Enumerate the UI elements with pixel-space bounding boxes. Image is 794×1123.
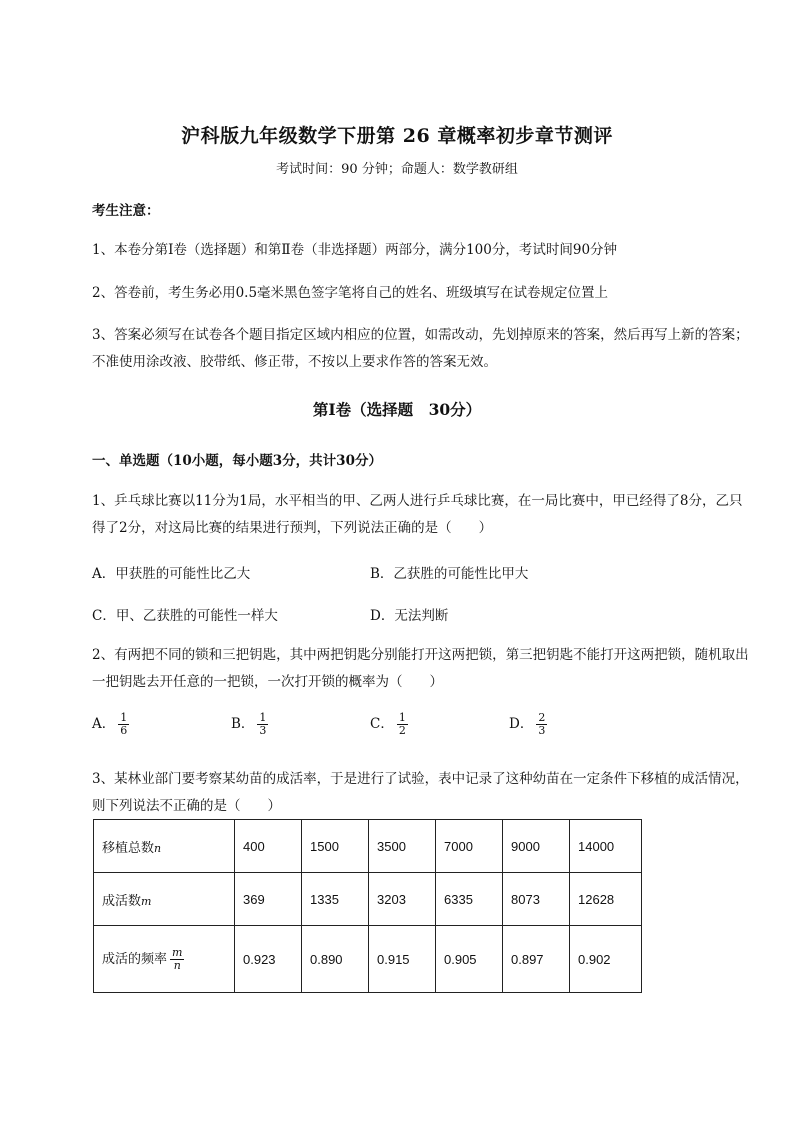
question-1-option-c: C．甲、乙获胜的可能性一样大 [92, 608, 278, 624]
table-cell: 9000 [503, 820, 570, 873]
fraction-denominator: 3 [259, 724, 267, 737]
row-header [94, 926, 235, 993]
page-subtitle: 考试时间：90 分钟；命题人：数学教研组 [276, 162, 518, 177]
question-1-option-d: D．无法判断 [370, 608, 449, 624]
question-1-option-b: B．乙获胜的可能性比甲大 [370, 566, 529, 582]
page-title: 沪科版九年级数学下册第 26 章概率初步章节测评 [181, 125, 613, 147]
table-cell: 8073 [503, 873, 570, 926]
survival-rate-table [93, 819, 642, 993]
option-label: D． [509, 716, 534, 732]
section-title: 第Ⅰ卷（选择题 30分） [312, 400, 482, 419]
question-1-stem: 1、乒乓球比赛以11分为1局，水平相当的甲、乙两人进行乒乓球比赛，在一局比赛中，甲已经得了8分，乙只得了2分，对这局比赛的结果进行预判，下列说法正确的是（ ） [92, 493, 743, 536]
fraction-numerator: 1 [259, 711, 267, 724]
table-cell: 14000 [570, 820, 642, 873]
question-2-stem: 2、有两把不同的锁和三把钥匙，其中两把钥匙分别能打开这两把锁，第三把钥匙不能打开这两把锁，随机取出一把钥匙去开任意的一把锁，一次打开锁的概率为（ ） [92, 647, 749, 690]
table-cell: 7000 [436, 820, 503, 873]
table-row [94, 820, 642, 873]
question-3-stem: 3、某林业部门要考察某幼苗的成活率，于是进行了试验，表中记录了这种幼苗在一定条件下移植的成活情况，则下列说法不正确的是（ ） [92, 771, 749, 814]
row-header-variable: m [141, 894, 152, 908]
fraction [536, 712, 547, 737]
fraction-numerator: 1 [398, 711, 406, 724]
option-label: C． [370, 716, 394, 732]
table-cell: 6335 [436, 873, 503, 926]
table-cell: 1500 [302, 820, 369, 873]
table-cell: 400 [235, 820, 302, 873]
fraction-denominator: 6 [120, 724, 128, 737]
table-row [94, 873, 642, 926]
option-label: A． [92, 716, 116, 732]
option-label: B． [231, 716, 255, 732]
fraction-denominator: n [173, 958, 181, 972]
fraction [170, 947, 184, 972]
notice-heading: 考生注意： [92, 203, 160, 219]
table-cell: 3203 [369, 873, 436, 926]
table-cell: 369 [235, 873, 302, 926]
table-cell: 0.902 [570, 926, 642, 993]
question-2-option-c [370, 712, 408, 737]
fraction [397, 712, 408, 737]
row-header-label: 移植总数 [102, 840, 155, 856]
notice-item-1: 1、本卷分第Ⅰ卷（选择题）和第Ⅱ卷（非选择题）两部分，满分100分，考试时间90分钟 [92, 242, 618, 258]
notice-item-2: 2、答卷前，考生务必用0.5毫米黑色签字笔将自己的姓名、班级填写在试卷规定位置上 [92, 285, 609, 301]
fraction [118, 712, 129, 737]
row-header [94, 820, 235, 873]
question-1-option-a: A．甲获胜的可能性比乙大 [92, 566, 251, 582]
fraction-numerator: 1 [120, 711, 128, 724]
table-cell: 12628 [570, 873, 642, 926]
question-2-option-a [92, 712, 129, 737]
row-header [94, 873, 235, 926]
table-cell: 0.890 [302, 926, 369, 993]
fraction [257, 712, 268, 737]
row-header-label: 成活的频率 [102, 951, 168, 967]
part-heading: 一、单选题（10小题，每小题3分，共计30分） [92, 453, 382, 469]
table-cell: 0.915 [369, 926, 436, 993]
table-row [94, 926, 642, 993]
fraction-denominator: 3 [538, 724, 546, 737]
table-cell: 3500 [369, 820, 436, 873]
table-cell: 1335 [302, 873, 369, 926]
table-cell: 0.905 [436, 926, 503, 993]
row-header-label: 成活数 [102, 893, 142, 909]
notice-item-3: 3、答案必须写在试卷各个题目指定区域内相应的位置，如需改动，先划掉原来的答案，然后再写上新的答案；不准使用涂改液、胶带纸、修正带，不按以上要求作答的答案无效。 [92, 327, 749, 370]
question-2-option-d [509, 712, 547, 737]
table-cell: 0.923 [235, 926, 302, 993]
question-2-option-b [231, 712, 268, 737]
table-cell: 0.897 [503, 926, 570, 993]
fraction-numerator: 2 [538, 711, 546, 724]
fraction-denominator: 2 [398, 724, 406, 737]
fraction-numerator: m [172, 945, 183, 959]
row-header-variable: n [154, 841, 162, 855]
